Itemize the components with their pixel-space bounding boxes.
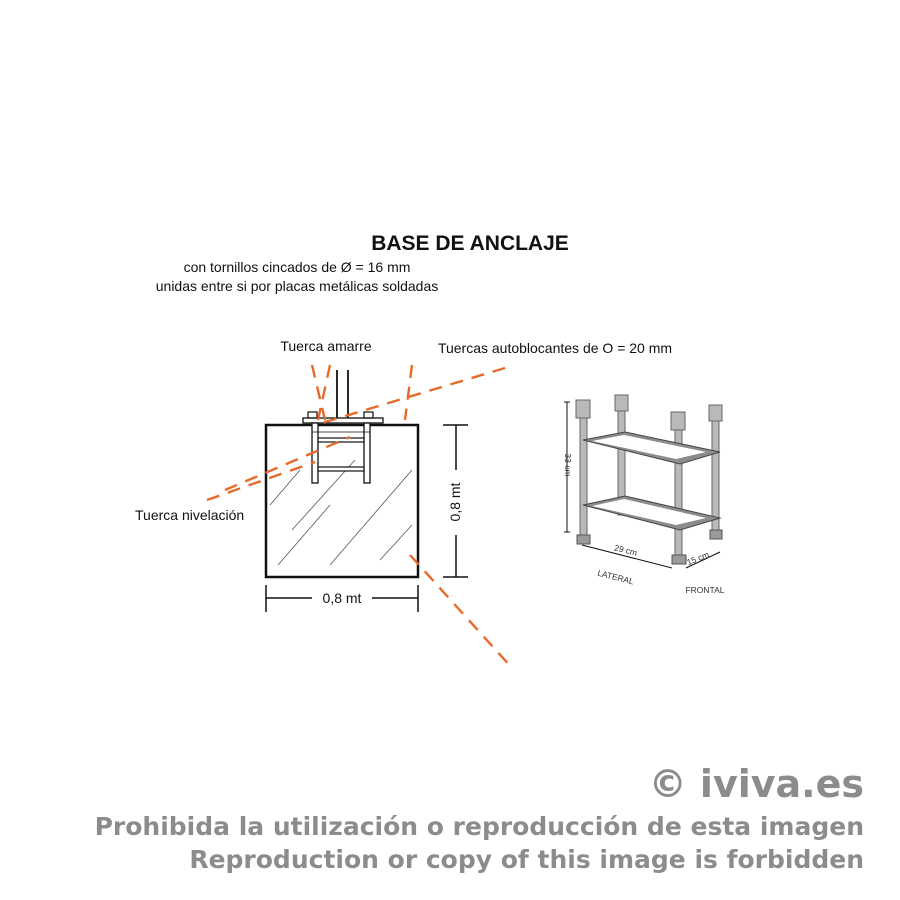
label-tuercas-autoblocantes: Tuercas autoblocantes de O = 20 mm — [437, 340, 673, 356]
width-dimension-label: 0,8 mt — [322, 590, 362, 606]
watermark-line-en: Reproduction or copy of this image is forbidden — [189, 845, 864, 874]
photo-lateral-label: LATERAL — [596, 567, 635, 587]
concrete-block — [266, 425, 418, 577]
photo-frontal-label: FRONTAL — [685, 585, 725, 595]
label-tuerca-amarre: Tuerca amarre — [280, 338, 372, 354]
photo-length-label: 29 cm — [613, 542, 639, 558]
anchor-frame-photo — [563, 395, 725, 595]
photo-height-label: 33 cm — [563, 453, 573, 477]
height-dimension-label: 0,8 mt — [447, 482, 463, 522]
subtitle-line-2: unidas entre si por placas metálicas soldadas — [155, 278, 439, 294]
watermark-copyright: © iviva.es — [648, 762, 864, 806]
watermark-line-es: Prohibida la utilización o reproducción de esta imagen — [94, 812, 864, 841]
diagram-title: BASE DE ANCLAJE — [371, 232, 569, 255]
subtitle-line-1: con tornillos cincados de Ø = 16 mm — [183, 259, 411, 275]
photo-width-label: 15 cm — [685, 549, 711, 568]
label-tuerca-nivelacion: Tuerca nivelación — [135, 507, 245, 523]
